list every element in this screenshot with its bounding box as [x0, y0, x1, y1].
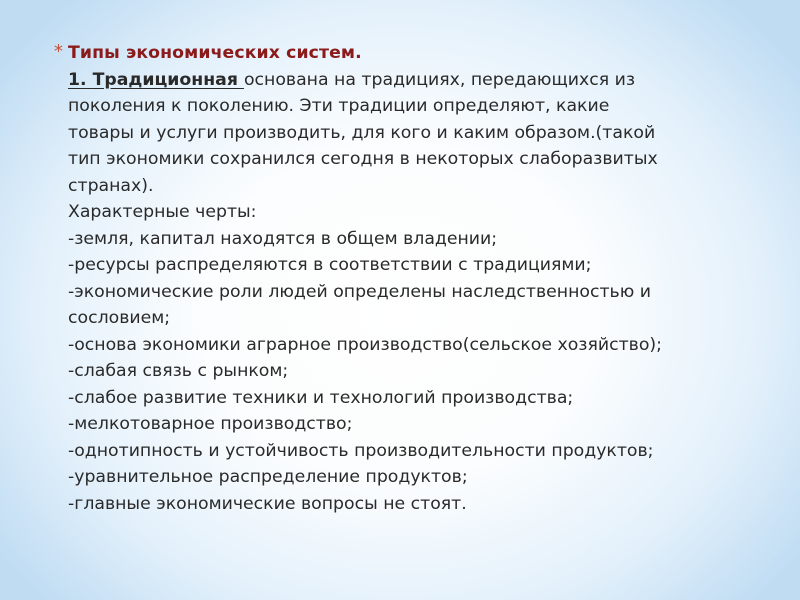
- type-name: Традиционная: [92, 69, 244, 90]
- type-number: 1.: [68, 69, 93, 90]
- feature-item: -ресурсы распределяются в соответствии с традициями;: [68, 255, 592, 275]
- paragraph-line: товары и услуги производить, для кого и каким образом.(такой: [68, 122, 656, 143]
- feature-item: -слабое развитие техники и технологий производства;: [68, 387, 574, 408]
- paragraph-first-line: [68, 67, 768, 94]
- paragraph-line: странах).: [68, 175, 154, 196]
- feature-item: -слабая связь с рынком;: [68, 361, 289, 381]
- feature-item: -мелкотоварное производство;: [68, 414, 353, 434]
- bullet-icon: *: [54, 41, 63, 62]
- paragraph-line: тип экономики сохранился сегодня в некоторых слаборазвитых: [68, 149, 658, 169]
- paragraph-line: поколения к поколению. Эти традиции определяют, какие: [68, 96, 610, 116]
- feature-item: -уравнительное распределение продуктов;: [68, 467, 468, 487]
- paragraph-line: основана на традициях, передающихся из: [243, 69, 636, 90]
- slide-heading: Типы экономических систем.: [68, 43, 362, 63]
- feature-item: -основа экономики аграрное производство(сельское хозяйство);: [68, 334, 662, 355]
- feature-item: -главные экономические вопросы не стоят.: [68, 493, 467, 514]
- slide-content: [54, 40, 768, 517]
- feature-item: -земля, капитал находятся в общем владении;: [68, 228, 498, 249]
- feature-item: -однотипность и устойчивость производительности продуктов;: [68, 440, 654, 461]
- feature-item: сословием;: [68, 308, 171, 328]
- features-heading: Характерные черты:: [68, 202, 257, 222]
- feature-item: -экономические роли людей определены наследственностью и: [68, 281, 651, 302]
